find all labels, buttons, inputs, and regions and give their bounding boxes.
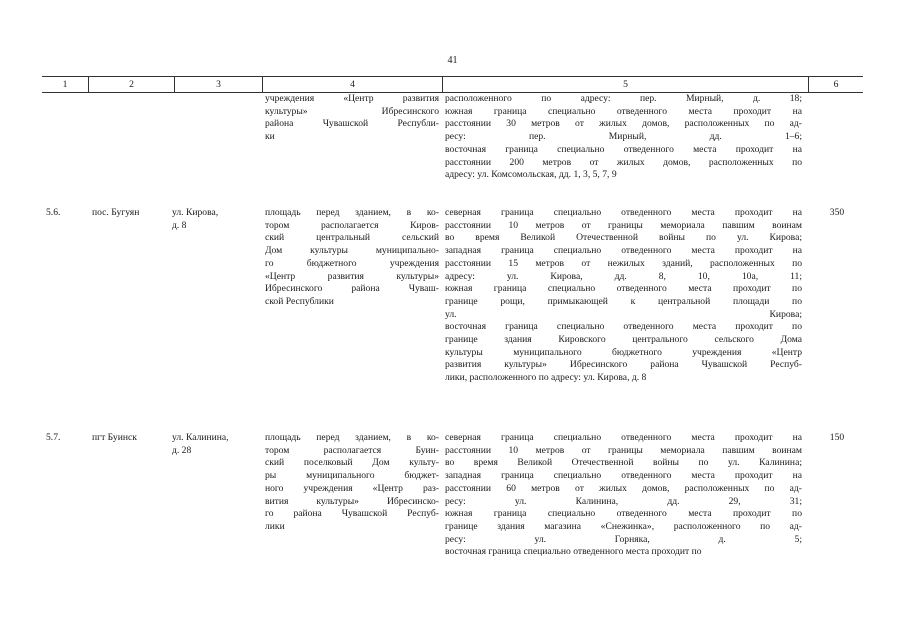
description-line: «Центр развития культуры» <box>265 270 439 282</box>
boundaries-line: ресу: ул. Калинина, дд. 29, 31; <box>445 495 802 507</box>
boundaries-line: расстоянии 10 метров от границы мемориала павшим воинам <box>445 219 802 231</box>
description-line: культуры» Ибресинского <box>265 105 439 117</box>
boundaries-line: границе здания магазина «Снежинка», расположенного по ад- <box>445 520 802 532</box>
description-line: Ибресинского района Чуваш- <box>265 283 439 295</box>
boundaries-line: южная граница специально отведенного места проходит по <box>445 508 802 520</box>
boundaries-line: во время Великой Отечественной войны по ул. Кирова; <box>445 232 802 244</box>
boundaries-line: южная граница специально отведенного места проходит на <box>445 105 802 117</box>
boundaries-line: восточная граница специально отведенного места проходит по <box>445 321 802 333</box>
boundaries-line: расстоянии 30 метров от жилых домов, расположенных по ад- <box>445 118 802 130</box>
address-cell <box>172 432 260 457</box>
boundaries-line: расположенного по адресу: пер. Мирный, д. 18; <box>445 93 802 104</box>
address-line: д. 28 <box>172 444 192 456</box>
boundaries-description <box>445 207 802 385</box>
description-line: ры муниципального бюджет- <box>265 470 439 482</box>
address-line: д. 8 <box>172 219 187 231</box>
boundaries-line: ул. Кирова; <box>445 308 802 320</box>
boundaries-description <box>445 432 802 559</box>
header-col-2: 2 <box>88 77 174 92</box>
place-description <box>265 207 439 309</box>
place-description <box>265 93 439 144</box>
boundaries-line: расстоянии 15 метров от нежилых зданий, расположенных по <box>445 257 802 269</box>
description-line: площадь перед зданием, в ко- <box>265 432 439 443</box>
boundaries-line: развития культуры» Ибресинского района Чувашской Респуб- <box>445 359 802 371</box>
description-line: учреждения «Центр развития <box>265 93 439 104</box>
header-col-3: 3 <box>174 77 262 92</box>
address-cell <box>172 207 260 232</box>
description-line: тором располагается Буин- <box>265 444 439 456</box>
description-line: Дом культуры муниципально- <box>265 245 439 257</box>
boundaries-description <box>445 93 802 182</box>
boundaries-line: западная граница специально отведенного места проходит на <box>445 470 802 482</box>
boundaries-line: восточная граница специально отведенного места проходит по <box>445 546 702 558</box>
description-line: ного учреждения «Центр раз- <box>265 482 439 494</box>
boundaries-line: границе здания Кировского центрального сельского Дома <box>445 334 802 346</box>
header-col-1: 1 <box>62 79 68 90</box>
description-line: площадь перед зданием, в ко- <box>265 207 439 218</box>
boundaries-line: ресу: пер. Мирный, дд. 1–6; <box>445 131 802 143</box>
settlement-name: пгт Буинск <box>92 432 137 443</box>
description-line: ской Республики <box>265 295 334 307</box>
boundaries-line: лики, расположенного по адресу: ул. Кирова, д. 8 <box>445 372 647 384</box>
boundaries-line: ресу: ул. Горняка, д. 5; <box>445 533 802 545</box>
boundaries-line: северная граница специально отведенного места проходит на <box>445 207 802 218</box>
description-line: вития культуры» Ибресинско- <box>265 495 439 507</box>
page-number: 41 <box>447 55 458 66</box>
settlement-name: пос. Бугуян <box>92 207 140 218</box>
description-line: тором располагается Киров- <box>265 219 439 231</box>
boundaries-line: адресу: ул. Кирова, дд. 8, 10, 10а, 11; <box>445 270 802 282</box>
boundaries-line: северная граница специально отведенного места проходит на <box>445 432 802 443</box>
place-description <box>265 432 439 534</box>
description-line: ский центральный сельский <box>265 232 439 244</box>
capacity-value: 350 <box>829 207 845 218</box>
row-number: 5.6. <box>46 207 61 218</box>
boundaries-line: расстоянии 10 метров от границы мемориала павшим воинам <box>445 444 802 456</box>
boundaries-line: восточная граница специально отведенного места проходит на <box>445 143 802 155</box>
boundaries-line: расстоянии 200 метров от жилых домов, расположенных по <box>445 156 802 168</box>
boundaries-line: культуры муниципального бюджетного учреждения «Центр <box>445 346 802 358</box>
address-line: ул. Калинина, <box>172 432 229 443</box>
boundaries-line: южная граница специально отведенного места проходит по <box>445 283 802 295</box>
header-col-6: 6 <box>808 77 863 92</box>
boundaries-line: адресу: ул. Комсомольская, дд. 1, 3, 5, 7, 9 <box>445 169 617 181</box>
description-line: ский поселковый Дом культу- <box>265 457 439 469</box>
header-col-4: 4 <box>262 77 442 92</box>
description-line: лики <box>265 520 285 532</box>
description-line: района Чувашской Республи- <box>265 118 439 130</box>
address-line: ул. Кирова, <box>172 207 219 218</box>
boundaries-line: границе рощи, примыкающей к центральной площади по <box>445 295 802 307</box>
table-header <box>42 76 863 93</box>
description-line: го района Чувашской Респуб- <box>265 508 439 520</box>
description-line: ки <box>265 131 275 143</box>
boundaries-line: во время Великой Отечественной войны по ул. Калинина; <box>445 457 802 469</box>
row-number: 5.7. <box>46 432 61 443</box>
boundaries-line: западная граница специально отведенного места проходит на <box>445 245 802 257</box>
capacity-value: 150 <box>829 432 845 443</box>
description-line: го бюджетного учреждения <box>265 257 439 269</box>
boundaries-line: расстоянии 60 метров от жилых домов, расположенных по ад- <box>445 482 802 494</box>
header-col-5: 5 <box>442 77 808 92</box>
